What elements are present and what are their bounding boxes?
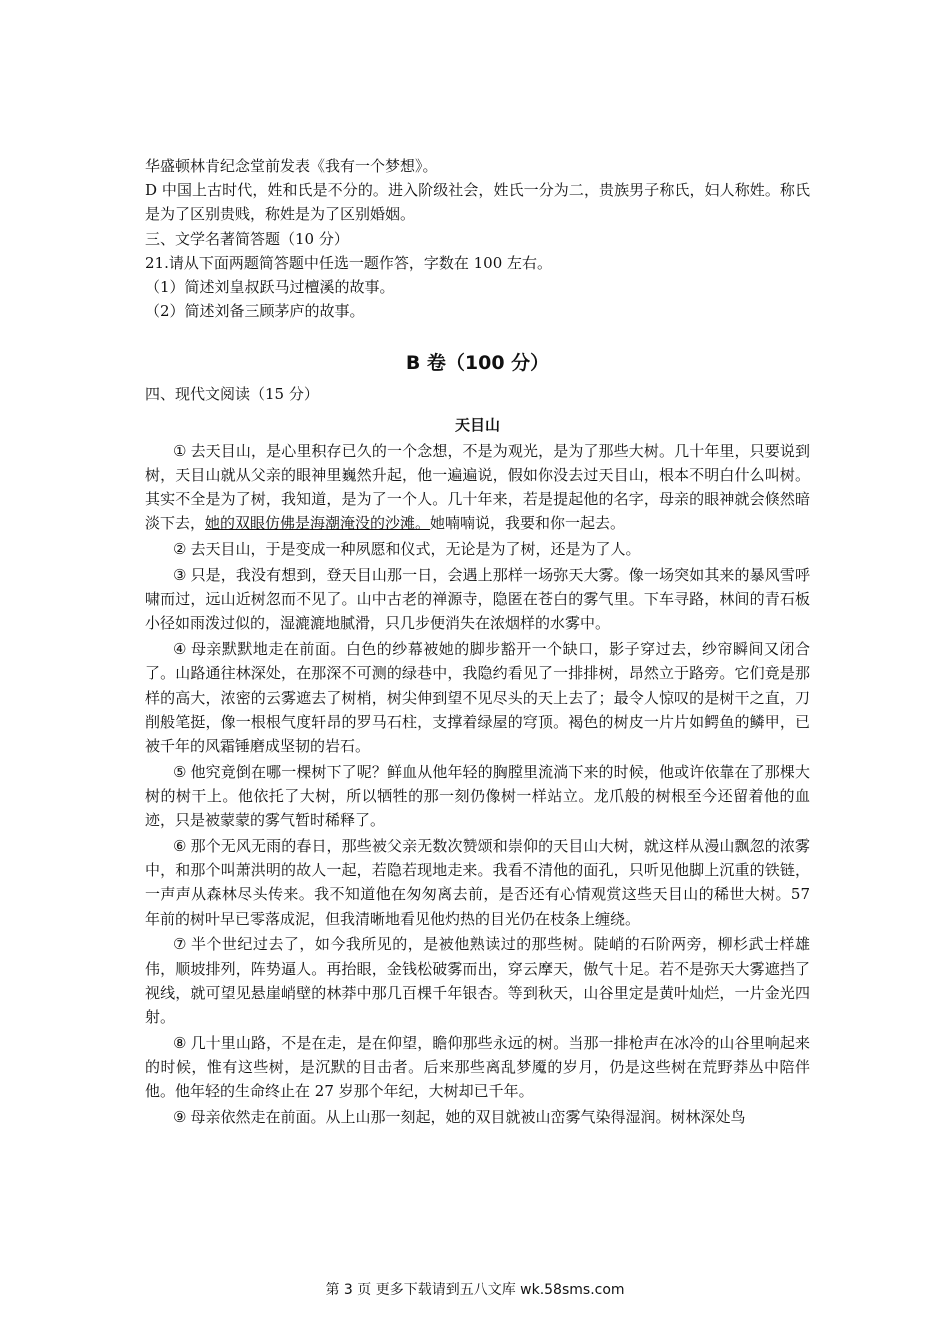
paragraph-number: ⑧: [173, 1033, 187, 1052]
paragraph-number: ②: [173, 540, 187, 559]
paragraph-number: ⑥: [173, 837, 187, 856]
paragraph-text: 他究竟倒在哪一棵树下了呢？鲜血从他年轻的胸膛里流淌下来的时候，他或许依靠在了那棵大树的树干上。他依托了大树，所以牺牲的那一刻仍像树一样站立。龙爪般的树根至今还留着他的血迹，只是被蒙蒙的雾气暂时稀释了。: [145, 762, 810, 830]
question-21-option-1: （1）简述刘皇叔跃马过檀溪的故事。: [145, 278, 395, 297]
paragraph-number: ①: [173, 441, 187, 460]
paragraph-text: 母亲依然走在前面。从上山那一刻起，她的双目就被山峦雾气染得湿润。树林深处鸟: [190, 1108, 746, 1127]
article-title: 天目山: [454, 415, 500, 434]
paragraph-number: ③: [173, 566, 187, 585]
paragraph-7: [145, 932, 810, 1029]
paragraph-number: ④: [173, 640, 187, 659]
paragraph-1: [145, 439, 810, 536]
paragraph-number: ⑨: [173, 1108, 187, 1127]
paragraph-text-tail: 她喃喃说，我要和你一起去。: [430, 514, 626, 533]
underlined-sentence: 她的双眼仿佛是海潮淹没的沙滩。: [205, 514, 431, 533]
section-3-heading: 三、文学名著简答题（10 分）: [145, 229, 349, 248]
question-21: 21.请从下面两题简答题中任选一题作答，字数在 100 左右。: [145, 253, 553, 272]
paragraph-9: [145, 1105, 810, 1129]
paragraph-4: [145, 637, 810, 758]
section-4-heading: 四、现代文阅读（15 分）: [145, 385, 319, 404]
option-d: D 中国上古时代，姓和氏是不分的。进入阶级社会，姓氏一分为二，贵族男子称氏，妇人称姓。称氏是为了区别贵贱，称姓是为了区别婚姻。: [145, 181, 810, 224]
paragraph-text: 那个无风无雨的春日，那些被父亲无数次赞颂和崇仰的天目山大树，就这样从漫山飘忽的浓雾中，和那个叫萧洪明的故人一起，若隐若现地走来。我看不清他的面孔，只听见他脚上沉重的铁链，一声声从森林尽头传来。我不知道他在匆匆离去前，是否还有心情观赏这些天目山的稀世大树。57 年前的树叶早已零落成泥，但我清晰地看见他灼热的目光仍在枝条上缠绕。: [145, 837, 810, 928]
page-footer: 第 3 页 更多下载请到五八文库 wk.58sms.com: [325, 1282, 625, 1298]
paragraph-text: 去天目山，是心里积存已久的一个念想，不是为观光，是为了那些大树。几十年里，只要说到树，天目山就从父亲的眼神里巍然升起，他一遍遍说，假如你没去过天目山，根本不明白什么叫树。其实不全是为了树，我知道，是为了一个人。几十年来，若是提起他的名字，母亲的眼神就会倏然暗淡下去，: [145, 441, 810, 533]
paragraph-2: [145, 537, 810, 561]
part-b-title: B 卷（100 分）: [405, 352, 550, 375]
paragraph-6: [145, 834, 810, 931]
paragraph-text: 半个世纪过去了，如今我所见的，是被他熟读过的那些树。陡峭的石阶两旁，柳杉武士样雄伟，顺坡排列，阵势逼人。再抬眼，金钱松破雾而出，穿云摩天，傲气十足。若不是弥天大雾遮挡了视线，就可望见悬崖峭壁的林莽中那几百棵千年银杏。等到秋天，山谷里定是黄叶灿烂，一片金光四射。: [145, 935, 810, 1027]
paragraph-text: 只是，我没有想到，登天目山那一日，会遇上那样一场弥天大雾。像一场突如其来的暴风雪呼啸而过，远山近树忽而不见了。山中古老的禅源寺，隐匿在苍白的雾气里。下车寻路，林间的青石板小径如雨泼过似的，湿漉漉地腻滑，只几步便消失在浓烟样的水雾中。: [145, 566, 810, 633]
paragraph-number: ⑤: [173, 762, 187, 781]
paragraph-8: [145, 1031, 810, 1104]
paragraph-number: ⑦: [173, 935, 187, 954]
paragraph-text: 去天目山，于是变成一种夙愿和仪式，无论是为了树，还是为了人。: [190, 540, 641, 559]
paragraph-text: 母亲默默地走在前面。白色的纱幕被她的脚步豁开一个缺口，影子穿过去，纱帘瞬间又闭合了。山路通往林深处，在那深不可测的绿巷中，我隐约看见了一排排树，昂然立于路旁。它们竟是那样的高大，浓密的云雾遮去了树梢，树尖伸到望不见尽头的天上去了；最令人惊叹的是树干之直，刀削般笔挺，像一根根气度轩昂的罗马石柱，支撑着绿屋的穹顶。褐色的树皮一片片如鳄鱼的鳞甲，已被千年的风霜锤磨成坚韧的岩石。: [145, 640, 810, 756]
page-content: [145, 154, 810, 1131]
question-21-option-2: （2）简述刘备三顾茅庐的故事。: [145, 302, 365, 321]
paragraph-text: 几十里山路，不是在走，是在仰望，瞻仰那些永远的树。当那一排枪声在冰冷的山谷里响起来的时候，惟有这些树，是沉默的目击者。后来那些离乱梦魇的岁月，仍是这些树在荒野莽丛中陪伴他。他年轻的生命终止在 27 岁那个年纪，大树却已千年。: [145, 1033, 810, 1101]
text-line-1: 华盛顿林肯纪念堂前发表《我有一个梦想》。: [145, 157, 438, 175]
paragraph-5: [145, 760, 810, 833]
paragraph-3: [145, 563, 810, 636]
